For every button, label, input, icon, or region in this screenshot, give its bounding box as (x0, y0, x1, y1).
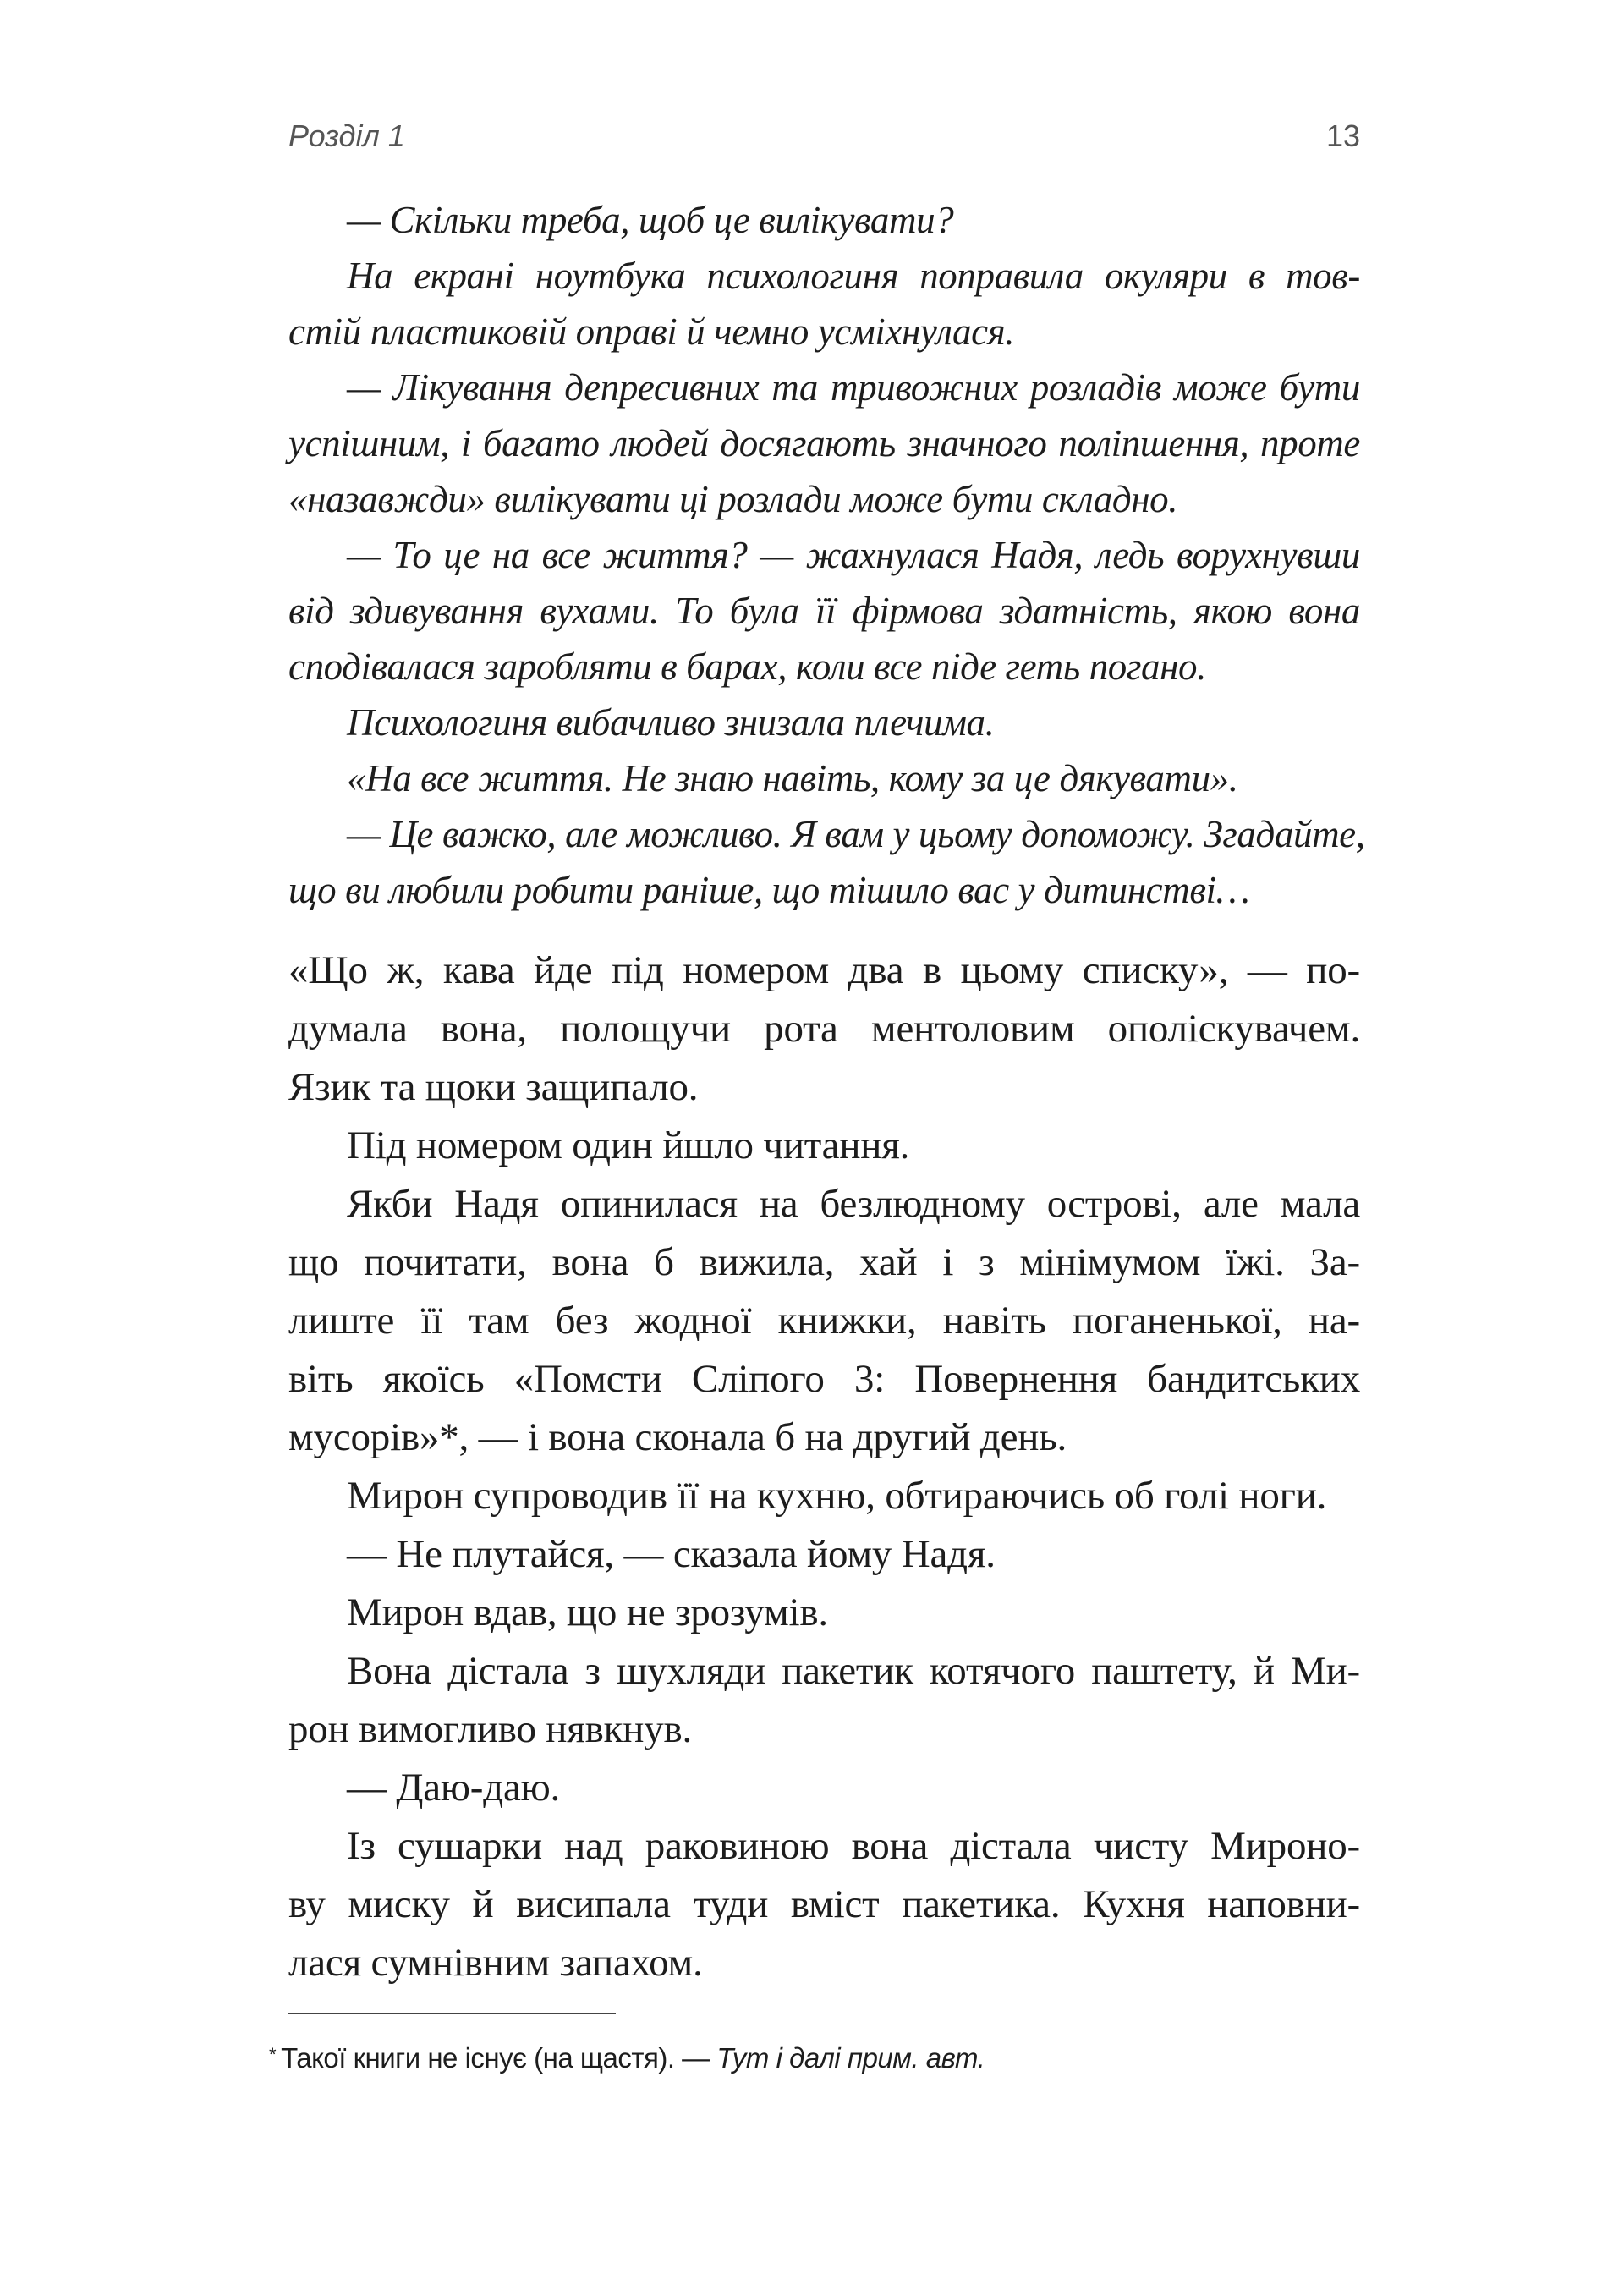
footnote (269, 2042, 985, 2074)
text-line: — Це важко, але можливо. Я вам у цьому допоможу. Згадайте, (347, 813, 1365, 855)
text-line: «назавжди» вилікувати ці розлади може бути складно. (288, 478, 1178, 520)
text-line: — Лікування депресивних та тривожних розладів може бути (347, 366, 1360, 409)
text-line: ву миску й висипала туди вміст пакетика. Кухня наповни- (288, 1882, 1360, 1926)
text-line: Із сушарки над раковиною вона дістала чисту Миронo- (347, 1824, 1360, 1868)
text-line: думала вона, полощучи рота ментоловим ополіскувачем. (288, 1007, 1360, 1051)
text-line: що почитати, вона б вижила, хай і з мінімумом їжі. За- (288, 1240, 1360, 1284)
text-line: стій пластиковій оправі й чемно усміхнулася. (288, 310, 1015, 353)
text-line: успішним, і багато людей досягають значного поліпшення, проте (288, 422, 1360, 464)
text-line: рон вимогливо нявкнув. (288, 1707, 693, 1751)
text-line: Психологиня вибачливо знизала плечима. (347, 701, 995, 744)
text-line: — Даю-даю. (347, 1766, 561, 1810)
text-line: Язик та щоки защипало. (288, 1065, 699, 1109)
main-text-block (288, 942, 1360, 1992)
text-line: Якби Надя опинилася на безлюдному острові, але мала (347, 1182, 1360, 1226)
text-line: Мирон вдав, що не зрозумів. (347, 1590, 828, 1634)
text-line: «Що ж, кава йде під номером два в цьому списку», — по- (288, 948, 1360, 992)
page-number: 13 (1325, 118, 1360, 153)
text-line: лася сумнівним запахом. (288, 1941, 703, 1985)
text-line: що ви любили робити раніше, що тішило вас у дитинстві… (288, 869, 1250, 911)
text-line: від здивування вухами. То була її фірмова здатність, якою вона (288, 590, 1360, 632)
text-line: Під номером один йшло читання. (347, 1123, 910, 1167)
text-line: Вона дістала з шухляди пакетик котячого паштету, й Ми- (347, 1649, 1360, 1693)
text-line: — То це на все життя? — жахнулася Надя, ледь ворухнувши (347, 534, 1360, 576)
text-line: — Не плутайся, — сказала йому Надя. (347, 1532, 996, 1576)
italic-dialogue-block (288, 192, 1365, 918)
footnote-marker: * (269, 2044, 277, 2065)
footnote-text: Такої книги не існує (на щастя). — (281, 2042, 717, 2074)
text-line: сподівалася заробляти в барах, коли все піде геть погано. (288, 645, 1206, 688)
text-line: лиште її там без жодної книжки, навіть поганенької, на- (288, 1299, 1360, 1343)
text-line: Мирон супроводив її на кухню, обтираючись об голі ноги. (347, 1474, 1327, 1518)
footnote-divider (288, 2013, 616, 2014)
text-line: — Скільки треба, щоб це вилікувати? (347, 199, 954, 241)
text-line: мусорів»*, — і вона сконала б на другий день. (288, 1415, 1067, 1459)
text-line: віть якоїсь «Помсти Сліпого 3: Повернення бандитських (288, 1357, 1360, 1401)
text-line: «На все життя. Не знаю навіть, кому за це дякувати». (347, 757, 1238, 799)
running-header-chapter: Розділ 1 (288, 118, 405, 153)
text-line: На екрані ноутбука психологиня поправила окуляри в тов- (347, 255, 1360, 297)
footnote-author-note: Тут і далі прим. авт. (716, 2042, 985, 2074)
